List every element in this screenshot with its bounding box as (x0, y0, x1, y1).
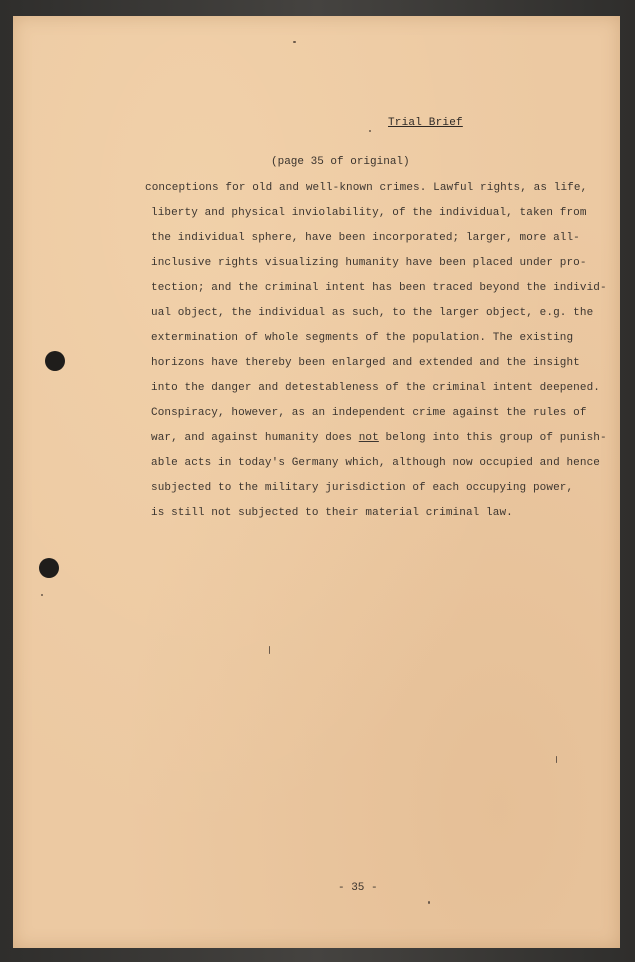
text-line: extermination of whole segments of the population. The existing (151, 332, 574, 344)
paper-speck (369, 130, 371, 132)
paper-speck (293, 41, 296, 43)
text-line: horizons have thereby been enlarged and extended and the insight (151, 357, 580, 369)
text-line (151, 432, 607, 444)
text-line: able acts in today's Germany which, although now occupied and hence (151, 457, 600, 469)
paper-speck (428, 901, 430, 904)
text-line: is still not subjected to their material criminal law. (151, 507, 513, 519)
text-line: into the danger and detestableness of the criminal intent deepened. (151, 382, 600, 394)
text-line: the individual sphere, have been incorporated; larger, more all- (151, 232, 580, 244)
punch-hole (45, 351, 65, 371)
paper-speck (269, 646, 270, 654)
page-reference: (page 35 of original) (271, 156, 410, 168)
punch-hole (39, 558, 59, 578)
text-line: subjected to the military jurisdiction of each occupying power, (151, 482, 574, 494)
text-line: conceptions for old and well-known crimes. Lawful rights, as life, (145, 182, 588, 194)
text-line: Conspiracy, however, as an independent crime against the rules of (151, 407, 587, 419)
paper-speck (41, 594, 43, 596)
text-line: ual object, the individual as such, to the larger object, e.g. the (151, 307, 594, 319)
paper-speck (556, 756, 557, 763)
emphasized-word: not (358, 432, 379, 444)
text-line: tection; and the criminal intent has been traced beyond the individ- (151, 282, 607, 294)
document-page (13, 16, 620, 948)
text-line: inclusive rights visualizing humanity have been placed under pro- (151, 257, 587, 269)
text-line: liberty and physical inviolability, of the individual, taken from (151, 207, 587, 219)
page-number: - 35 - (338, 882, 378, 894)
line-segment: war, and against humanity does (151, 432, 359, 444)
line-segment: belong into this group of punish- (378, 432, 607, 444)
header-title: Trial Brief (388, 117, 463, 129)
